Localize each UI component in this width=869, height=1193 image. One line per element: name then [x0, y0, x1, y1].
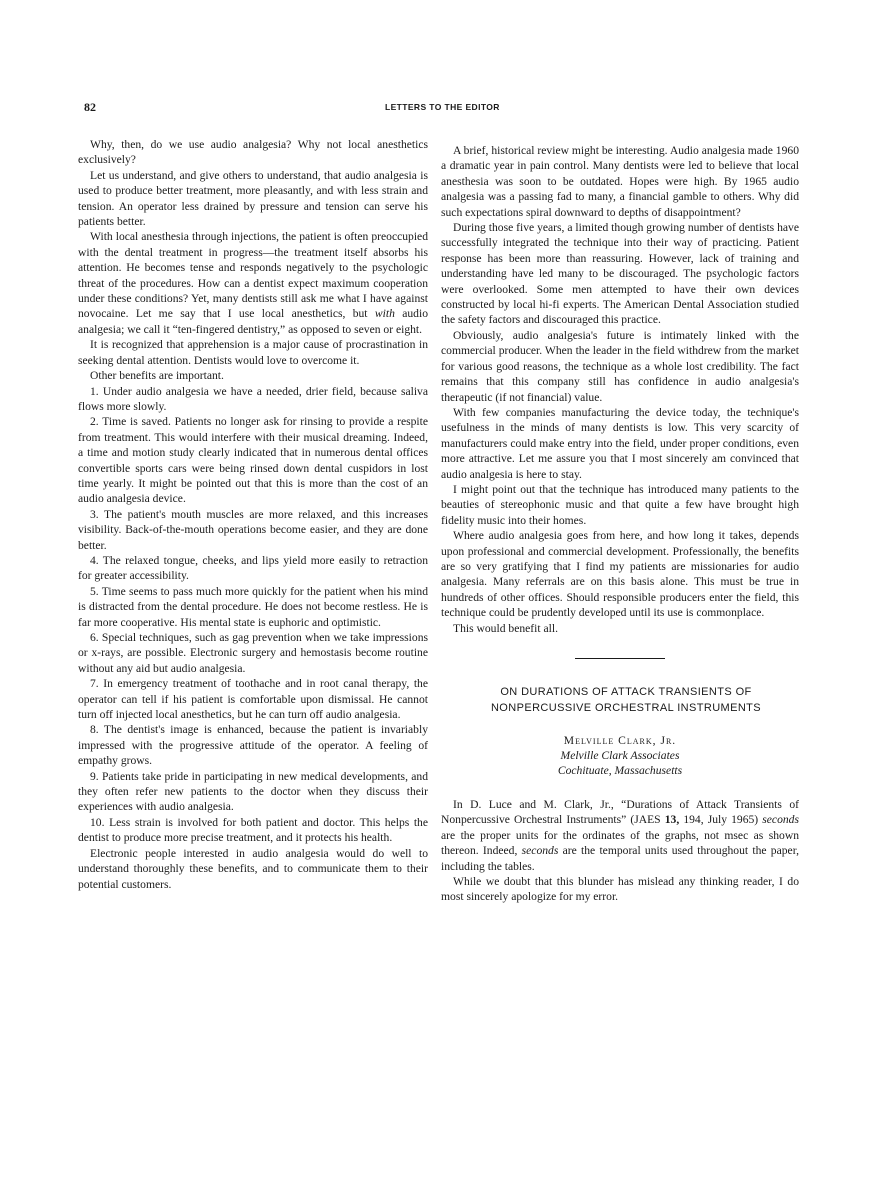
list-item: 9. Patients take pride in participating in new medical developments, and they often refer new patients to the doctor when they discuss their experiences with audio analgesia.: [78, 769, 428, 814]
list-item: 6. Special techniques, such as gag prevention when we take impressions or x-rays, are possible. Electronic surgery and hemostasis become routine without any aid but audio analgesia.: [78, 631, 428, 675]
article-title-line-1: ON DURATIONS OF ATTACK TRANSIENTS OF: [500, 686, 752, 698]
paragraph: With few companies manufacturing the device today, the technique's usefulness in the minds of many dentists is low. This very scarcity of manufacturers could make entry into the field, under proper conditions, even more attractive. Let me assure you that I most sincerely am convinced that audio analgesia is here to stay.: [441, 405, 799, 481]
paragraph: Why, then, do we use audio analgesia? Why not local anesthetics exclusively?: [78, 138, 428, 167]
paragraph: I might point out that the technique has introduced many patients to the beauties of stereophonic music and that quite a few have brought high fidelity music into their homes.: [441, 482, 799, 527]
paragraph: In D. Luce and M. Clark, Jr., “Durations of Attack Transients of Nonpercussive Orchestral Instruments” (JAES 13, 194, July 1965) seconds are the proper units for the ordinates of the graphs, not msec as shown thereon. Indeed, seconds are the temporal units used throughout the paper, including the tables.: [441, 798, 799, 873]
author-location: Cochituate, Massachusetts: [557, 764, 683, 777]
paragraph: During those five years, a limited though growing number of dentists have successfully integrated the technique into their way of practicing. Patient response has been more than reassuring. However, lack of training and understanding have led many to be discouraged. The psychologic factors were overlooked. Some men attempted to have their own devices constructed by local hi-fi experts. The American Dental Association studied the safety factors and discouraged this practice.: [441, 221, 799, 327]
left-column: [78, 137, 428, 892]
author-name: Melville Clark, Jr.: [563, 734, 677, 747]
list-item: 4. The relaxed tongue, cheeks, and lips yield more easily to retraction for greater accessibility.: [78, 553, 428, 583]
emphasis: seconds: [762, 813, 799, 827]
list-item: 3. The patient's mouth muscles are more relaxed, and this increases visibility. Back-of-the-mouth operations become easier, and they are done better.: [78, 507, 428, 552]
paragraph: It is recognized that apprehension is a major cause of procrastination in seeking dental attention. Dentists would love to overcome it.: [78, 338, 428, 367]
article-title-line-2: NONPERCUSSIVE ORCHESTRAL INSTRUMENTS: [490, 702, 762, 714]
paragraph: Electronic people interested in audio analgesia would do well to understand thoroughly these benefits, and to communicate them to their potential customers.: [78, 846, 428, 891]
author-affiliation: Melville Clark Associates: [560, 749, 680, 762]
emphasis: seconds: [521, 844, 559, 858]
byline: [441, 733, 799, 778]
paragraph: Where audio analgesia goes from here, and how long it takes, depends upon professional and commercial development. Professionally, the benefits are so very gratifying that I find my patients are missionaries for audio analgesia. Many referrals are on this basis alone. This must be true in hundreds of other offices. Should responsible producers enter the field, this technique could be prudently developed until its use is commonplace.: [441, 529, 799, 620]
paragraph: This would benefit all.: [453, 621, 558, 635]
article-body: [441, 797, 799, 905]
list-item: 7. In emergency treatment of toothache and in root canal therapy, the operator can tell if his patient is comfortable upon dismissal. He cannot turn off injected local anesthetics, but he can turn off audio analgesia.: [78, 677, 428, 722]
paragraph: Obviously, audio analgesia's future is intimately linked with the commercial producer. When the leader in the field withdrew from the market for various good reasons, the technique as a whole lost credibility. The fact remains that this company still has confidence in audio analgesia's therapeutic (if not financial) value.: [441, 328, 799, 404]
section-divider: [575, 658, 665, 659]
volume-number: 13,: [664, 813, 680, 827]
list-item: 8. The dentist's image is enhanced, because the patient is invariably impressed with the progressive attitude of the operator. A feeling of empathy grows.: [78, 723, 428, 768]
list-item: 5. Time seems to pass much more quickly for the patient when his mind is distracted from the dental procedure. He does not become restless. He is far more cooperative. His mental state is euphoric and optimistic.: [78, 584, 428, 629]
page-number: 82: [84, 100, 96, 114]
right-column: [441, 143, 799, 905]
paragraph: Other benefits are important.: [90, 369, 224, 383]
list-item: 10. Less strain is involved for both patient and doctor. This helps the dentist to produce more precise treatment, and it protects his health.: [78, 815, 428, 845]
emphasis: with: [374, 307, 395, 321]
list-item: 2. Time is saved. Patients no longer ask for rinsing to provide a respite from treatment. This would interfere with their musical dreaming. Indeed, a time and motion study clearly indicated that in numerous dental offices convertible sports cars were being rinsed down dental cuspidors in lost time yearly. It might be pointed out that this is more than the cost of an audio analgesia device.: [78, 415, 428, 506]
paragraph: A brief, historical review might be interesting. Audio analgesia made 1960 a dramatic year in pain control. Many dentists were led to believe that local anesthesia was soon to be outdated. Hopes were high. By 1965 audio analgesia was a passing fad to many, a financial gamble to others. Why did such expectations spiral downward to depths of disappointment?: [441, 144, 799, 219]
paragraph: Let us understand, and give others to understand, that audio analgesia is used to produce better treatment, more pleasantly, and with less strain and tension. An operator less drained by pressure and tension can serve his patients better.: [78, 168, 428, 229]
paragraph: While we doubt that this blunder has mislead any thinking reader, I do most sincerely apologize for my error.: [441, 875, 799, 904]
running-head: LETTERS TO THE EDITOR: [385, 102, 500, 112]
paragraph: With local anesthesia through injections, the patient is often preoccupied with the dental treatment in progress—the treatment itself absorbs his attention. He becomes tense and responds negatively to the psychologic threat of the procedures. How can a dentist expect maximum cooperation under these conditions? Yet, many dentists still ask me what I have against novocaine. Let me say that I use local anesthetics, but with audio analgesia; we call it “ten-fingered dentistry,” as opposed to seven or eight.: [78, 230, 428, 336]
list-item: 1. Under audio analgesia we have a needed, drier field, because saliva flows more slowly.: [78, 384, 428, 413]
